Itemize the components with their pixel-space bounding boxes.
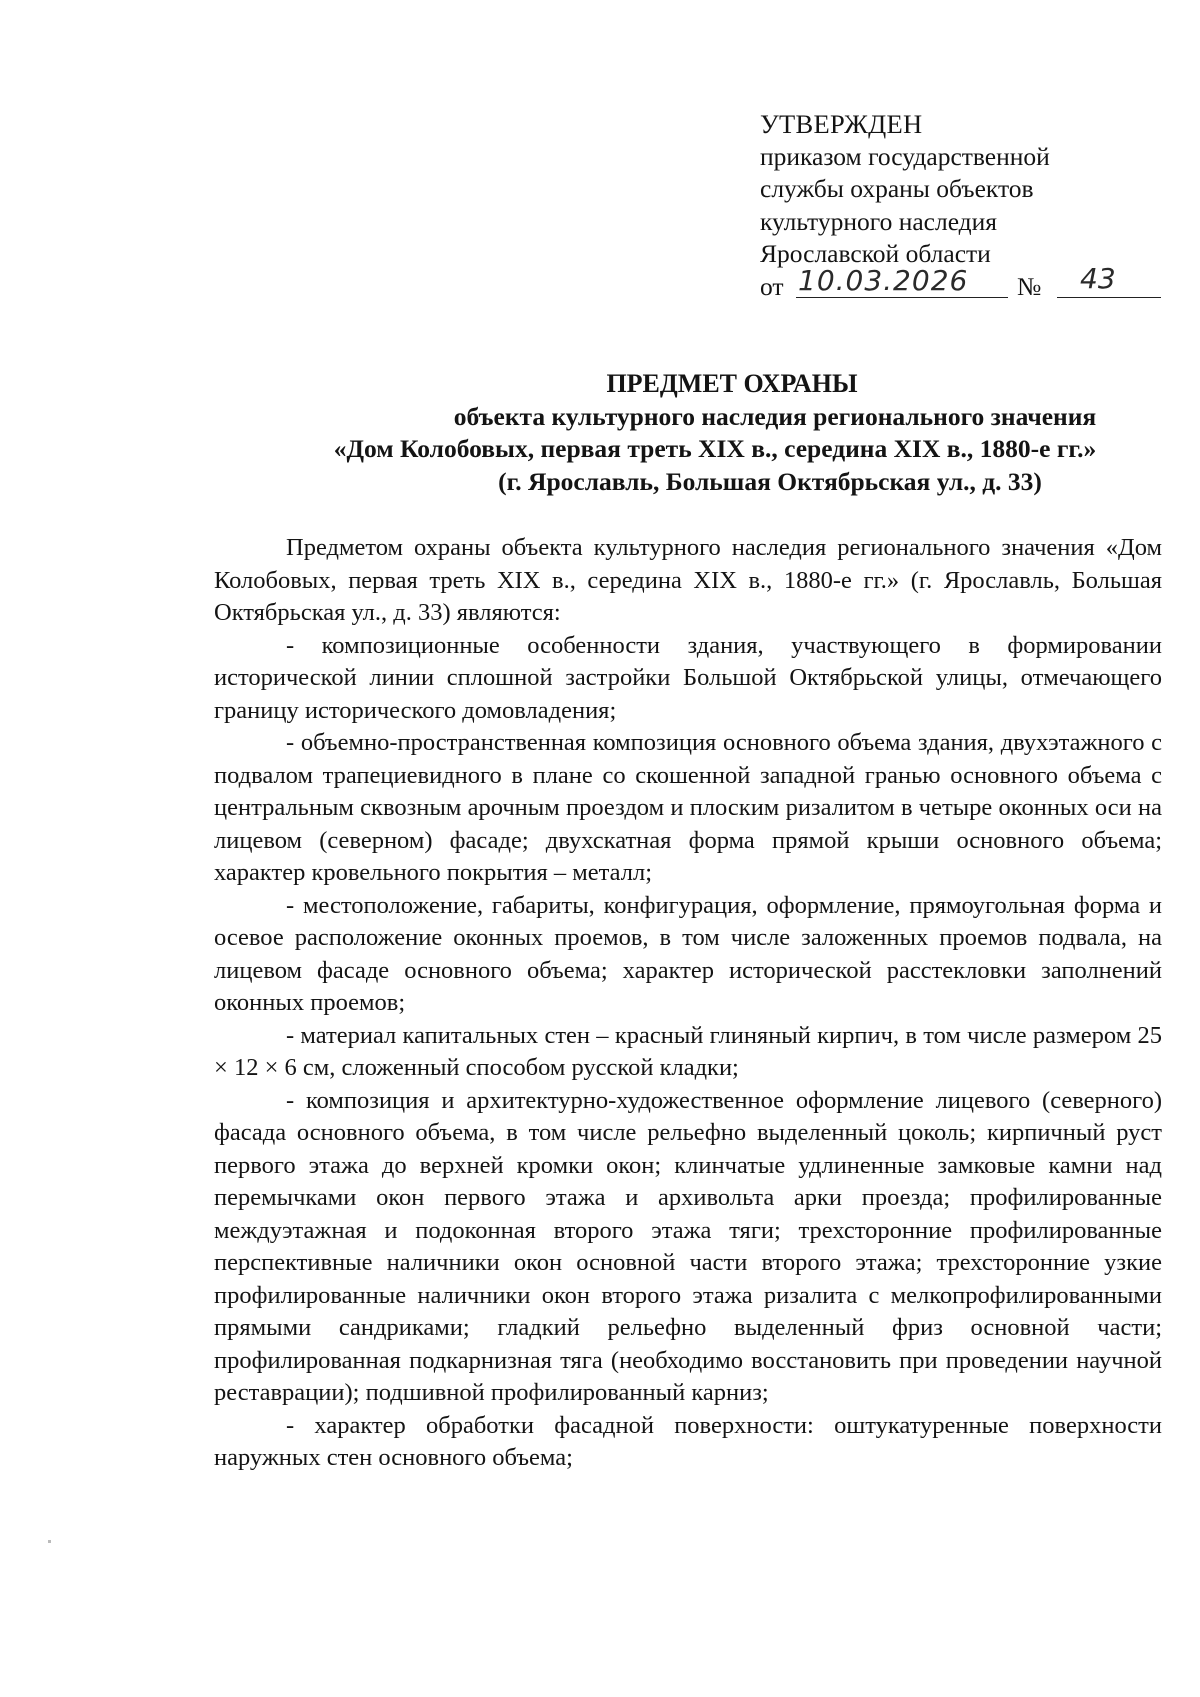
list-item: - композиционные особенности здания, участвующего в формировании исторической линии сплошной застройки Большой Октябрьской улицы, отмечающего границу исторического домовладения; xyxy=(214,631,1162,724)
intro-paragraph: Предметом охраны объекта культурного наследия регионального значения «Дом Колобовых, первая треть XIX в., середина XIX в., 1880-е гг.» (г. Ярославль, Большая Октябрьская ул., д. 33) являются: xyxy=(214,534,1162,626)
document-title xyxy=(255,368,1175,498)
list-item: - объемно-пространственная композиция основного объема здания, двухэтажного с подвалом трапециевидного в плане со скошенной западной гранью основного объема с центральным сквозным арочным проездом и плоским ризалитом в четыре оконных оси на лицевом (северном) фасаде; двухскатная форма прямой крыши основного объема; характер кровельного покрытия – металл; xyxy=(214,729,1162,886)
scan-speck xyxy=(48,1540,51,1543)
from-label: от xyxy=(760,271,784,301)
list-item: - местоположение, габариты, конфигурация, оформление, прямоугольная форма и осевое расположение оконных проемов, в том числе заложенных проемов подвала, на лицевом фасаде основного объема; характер исторической расстекловки заполнений оконных проемов; xyxy=(214,891,1162,1016)
document-body xyxy=(214,532,1162,1475)
title-line: (г. Ярославль, Большая Октябрьская ул., д. 33) xyxy=(498,466,1042,496)
approval-block xyxy=(760,108,1160,307)
order-date: 10.03.2026 xyxy=(798,263,969,297)
title-main: ПРЕДМЕТ ОХРАНЫ xyxy=(606,369,858,398)
approval-heading: УТВЕРЖДЕН xyxy=(760,109,923,139)
title-line: «Дом Колобовых, первая треть XIX в., середина XIX в., 1880-е гг.» xyxy=(333,434,1097,463)
approval-line: службы охраны объектов xyxy=(760,174,1034,203)
order-date-number-row xyxy=(760,261,1160,307)
approval-line: приказом государственной xyxy=(760,141,1050,171)
number-underline xyxy=(1057,297,1161,298)
title-line: объекта культурного наследия регионального значения xyxy=(453,401,1097,431)
list-item: - композиция и архитектурно-художественное оформление лицевого (северного) фасада основного объема, в том числе рельефно выделенный цоколь; кирпичный руст первого этажа до верхней кромки окон; клинчатые удлиненные замковые камни над перемычками окон первого этажа и архивольта арки проезда; профилированные междуэтажная и подоконная второго этажа тяги; трехсторонние профилированные перспективные наличники окон основной части второго этажа; трехсторонние узкие профилированные наличники окон второго этажа ризалита с мелкопрофилированными прямыми сандриками; гладкий рельефно выделенный фриз основной части; профилированная подкарнизная тяга (необходимо восстановить при проведении научной реставрации); подшивной профилированный карниз; xyxy=(214,1086,1162,1406)
approval-line: Ярославской области xyxy=(760,239,991,268)
number-label: № xyxy=(1017,271,1042,301)
list-item: - характер обработки фасадной поверхности: оштукатуренные поверхности наружных стен основного объема; xyxy=(214,1411,1162,1471)
order-number: 43 xyxy=(1080,261,1116,295)
approval-line: культурного наследия xyxy=(760,206,998,236)
list-item: - материал капитальных стен – красный глиняный кирпич, в том числе размером 25 × 12 × 6 см, сложенный способом русской кладки; xyxy=(214,1021,1162,1081)
